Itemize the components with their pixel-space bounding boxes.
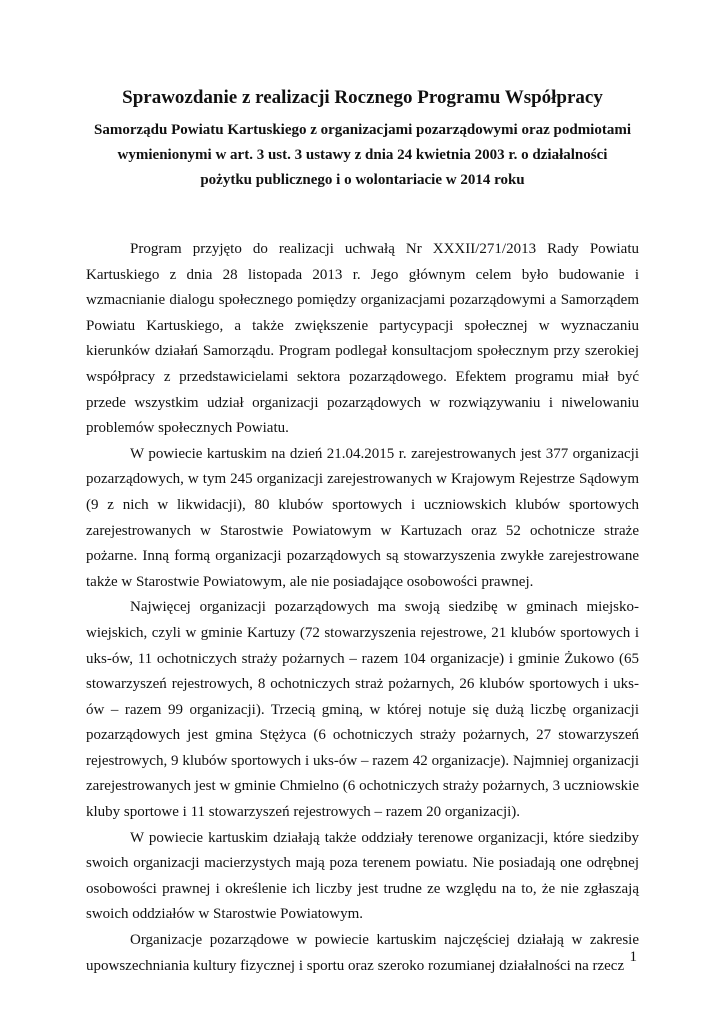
- paragraph-branch-offices: W powiecie kartuskim działają także oddziały terenowe organizacji, które siedziby swoich organizacji macierzystych mają poza terenem powiatu. Nie posiadają one odrębnej osobowości prawnej i określenie ich liczby jest trudne ze względu na to, że nie zgłaszają swoich oddziałów w Starostwie Powiatowym.: [86, 829, 639, 923]
- document-title: Sprawozdanie z realizacji Rocznego Programu Współpracy: [122, 87, 603, 108]
- paragraph-activity-areas: Organizacje pozarządowe w powiecie kartuskim najczęściej działają w zakresie upowszechniania kultury fizycznej i sportu oraz szeroko rozumianej działalności na rzecz: [86, 932, 639, 974]
- document-subtitle: Samorządu Powiatu Kartuskiego z organizacjami pozarządowymi oraz podmiotami wymienionymi w art. 3 ust. 3 ustawy z dnia 24 kwietnia 2003 r. o działalności pożytku publicznego i o wolontariacie w 2014 roku: [93, 122, 632, 188]
- paragraph-municipalities: Najwięcej organizacji pozarządowych ma swoją siedzibę w gminach miejsko-wiejskich, czyli w gminie Kartuzy (72 stowarzyszenia rejestrowe, 21 klubów sportowych i uks-ów, 11 ochotniczych straży pożarnych – razem 104 organizacje) i gminie Żukowo (65 stowarzyszeń rejestrowych, 8 ochotniczych straż pożarnych, 26 klubów sportowych i uks-ów – razem 99 organizacji). Trzecią gminą, w której notuje się dużą liczbę organizacji pozarządowych jest gmina Stężyca (6 ochotniczych straży pożarnych, 27 stowarzyszeń rejestrowych, 9 klubów sportowych i uks-ów – razem 42 organizacje). Najmniej organizacji zarejestrowanych jest w gminie Chmielno (6 ochotniczych straży pożarnych, 3 uczniowskie kluby sportowe i 11 stowarzyszeń rejestrowych – razem 20 organizacji).: [86, 599, 639, 821]
- page-number: 1: [629, 949, 637, 965]
- document-body: [86, 237, 639, 979]
- paragraph-organization-count: W powiecie kartuskim na dzień 21.04.2015 r. zarejestrowanych jest 377 organizacji pozarządowych, w tym 245 organizacji zarejestrowanych w Krajowym Rejestrze Sądowym (9 z nich w likwidacji), 80 klubów sportowych i uczniowskich klubów sportowych zarejestrowanych w Starostwie Powiatowym w Kartuzach oraz 52 ochotnicze straże pożarne. Inną formą organizacji pozarządowych są stowarzyszenia zwykłe zarejestrowane także w Starostwie Powiatowym, ale nie posiadające osobowości prawnej.: [86, 445, 639, 590]
- paragraph-program: Program przyjęto do realizacji uchwałą Nr XXXII/271/2013 Rady Powiatu Kartuskiego z dnia 28 listopada 2013 r. Jego głównym celem było budowanie i wzmacnianie dialogu społecznego pomiędzy organizacjami pozarządowymi a Samorządem Powiatu Kartuskiego, a także zwiększenie partycypacji społecznej w wyznaczaniu kierunków działań Samorządu. Program podlegał konsultacjom społecznym przy szerokiej współpracy z przedstawicielami sektora pozarządowego. Efektem programu miał być przede wszystkim udział organizacji pozarządowych w rozwiązywaniu i niwelowaniu problemów społecznych Powiatu.: [86, 241, 639, 437]
